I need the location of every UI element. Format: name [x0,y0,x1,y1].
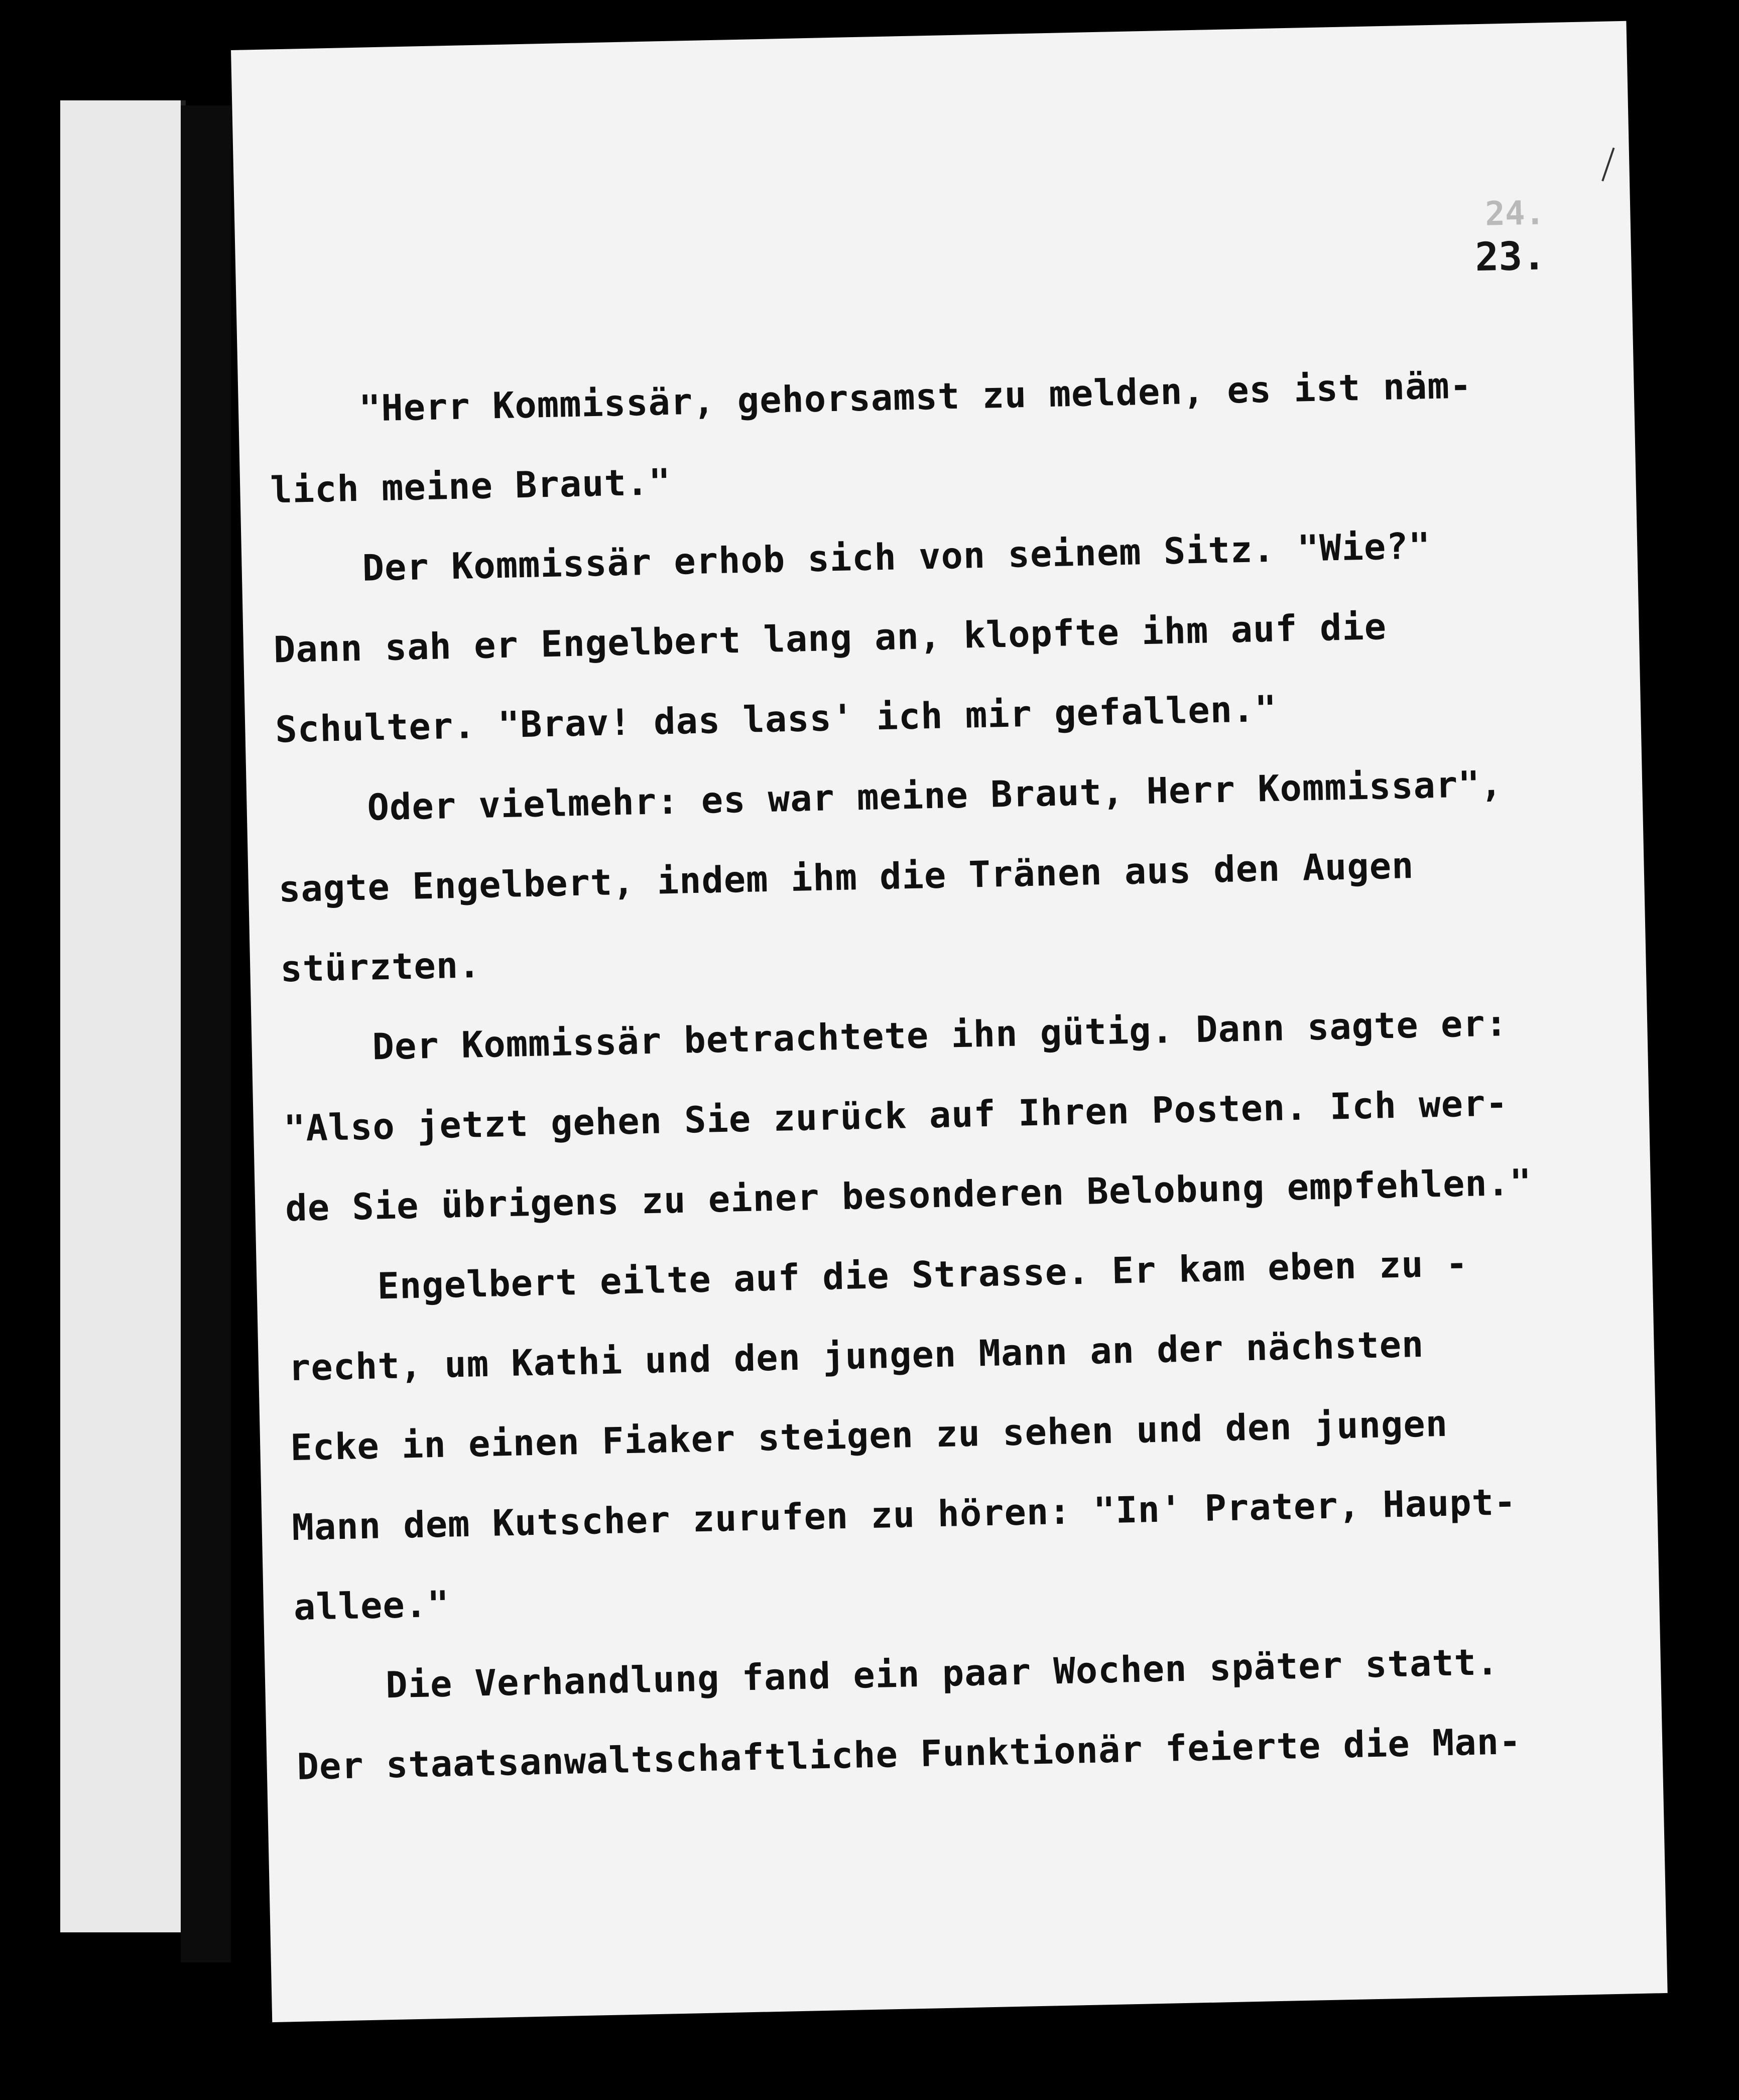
text-line: Der Kommissär betrachtete ihn gütig. Dann sagte er: [371,1002,1508,1068]
text-line: sagte Engelbert, indem ihm die Tränen aus den Augen [278,844,1415,910]
text-line: "Also jetzt gehen Sie zurück auf Ihren Posten. Ich wer- [283,1082,1509,1150]
text-line: Mann dem Kutscher zurufen zu hören: "In' Prater, Haupt- [291,1481,1517,1549]
text-line: de Sie übrigens zu einer besonderen Belobung empfehlen." [285,1161,1533,1230]
binding-shadow [181,105,231,1962]
typewritten-text [268,343,1602,1807]
text-line: Ecke in einen Fiaker steigen zu sehen und den jungen [290,1402,1448,1469]
text-line: lich meine Braut." [270,460,672,511]
text-line: Der Kommissär erhob sich von seinem Sitz. "Wie?" [361,524,1431,589]
document-page [231,21,1668,2022]
text-line: Schulter. "Brav! das lass' ich mir gefallen." [275,687,1278,751]
text-line: recht, um Kathi und den jungen Mann an der nächsten [288,1323,1425,1389]
text-line: allee." [293,1583,450,1629]
text-line: Die Verhandlung fand ein paar Wochen später statt. [385,1640,1500,1707]
text-line: Engelbert eilte auf die Strasse. Er kam eben zu - [377,1242,1469,1307]
text-line: Der staatsanwaltschaftliche Funktionär feierte die Man- [296,1720,1522,1788]
text-line: stürzten. [280,943,481,990]
text-line: Dann sah er Engelbert lang an, klopfte ihm auf die [273,605,1387,671]
bleed-through-page-number: 24. [1484,193,1546,233]
text-line: Oder vielmehr: es war meine Braut, Herr Kommissar", [366,762,1503,829]
previous-page-edge [60,100,186,1932]
text-line: "Herr Kommissär, gehorsamst zu melden, es ist näm- [358,364,1472,430]
margin-pencil-mark [1601,148,1614,182]
page-number: 23. [1474,233,1547,281]
